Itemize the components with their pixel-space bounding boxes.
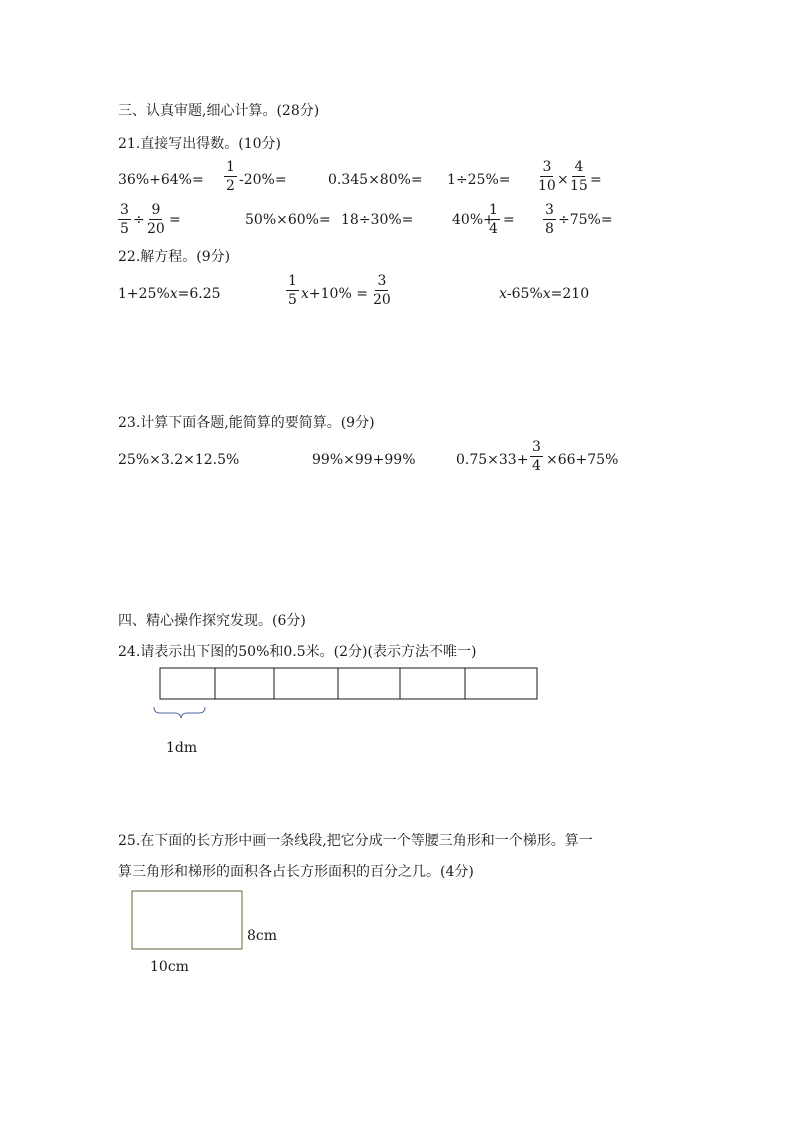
unit-label: 1dm xyxy=(166,740,198,756)
numerator: 3 xyxy=(542,159,552,175)
eq3-variable-2: x xyxy=(542,286,551,302)
q21-expr-2-tail: -20%= xyxy=(239,172,287,188)
q21-row2-expr-4-head: 40%+ xyxy=(452,212,495,228)
eq3-variable-1: x xyxy=(499,286,507,302)
q21-expr-3: 0.345×80%= xyxy=(328,172,423,188)
q21-expr-5-operator: × xyxy=(557,172,569,188)
q21-expr-4: 1÷25%= xyxy=(447,172,511,188)
numerator: 3 xyxy=(532,439,541,455)
section3-title: 三、认真审题,细心计算。(28分) xyxy=(118,103,320,119)
q25-line-1: 25.在下面的长方形中画一条线段,把它分成一个等腰三角形和一个梯形。算一 xyxy=(118,833,593,849)
numerator: 3 xyxy=(545,202,554,218)
numerator: 1 xyxy=(288,273,297,289)
q21-row2-expr-5-tail: ÷75%= xyxy=(558,212,613,228)
numerator: 4 xyxy=(574,159,584,175)
denominator: 5 xyxy=(288,292,297,308)
q21-row2-expr-1-operator: ÷ xyxy=(133,212,145,228)
denominator: 4 xyxy=(489,221,498,237)
q23-expr-3-head: 0.75×33+ xyxy=(456,452,529,468)
numerator: 3 xyxy=(377,273,387,289)
denominator: 15 xyxy=(570,178,588,194)
denominator: 8 xyxy=(545,221,554,237)
q23-expr-1: 25%×3.2×12.5% xyxy=(118,452,240,468)
eq2-mid: +10% = xyxy=(308,286,368,302)
numerator: 9 xyxy=(151,202,161,218)
eq1-head: 1+25% xyxy=(118,286,170,302)
q21-row2-expr-1-tail: = xyxy=(169,212,181,228)
q24-title: 24.请表示出下图的50%和0.5米。(2分)(表示方法不唯一) xyxy=(118,644,477,660)
denominator: 2 xyxy=(226,178,235,194)
eq3-mid: -65% xyxy=(506,286,543,302)
eq3-tail: =210 xyxy=(550,286,590,302)
q22-title: 22.解方程。(9分) xyxy=(118,249,231,265)
q21-expr-1: 36%+64%= xyxy=(118,172,204,188)
denominator: 20 xyxy=(373,292,391,308)
numerator: 1 xyxy=(226,159,235,175)
denominator: 20 xyxy=(147,221,165,237)
q25-line-2: 算三角形和梯形的面积各占长方形面积的百分之几。(4分) xyxy=(118,864,474,880)
numerator: 1 xyxy=(489,202,498,218)
q23-expr-3-tail: ×66+75% xyxy=(546,452,619,468)
q25-rectangle xyxy=(132,891,242,949)
rect-width-label: 10cm xyxy=(150,959,189,975)
q21-expr-5-tail: = xyxy=(590,172,602,188)
denominator: 10 xyxy=(538,178,556,194)
eq2-variable: x xyxy=(301,286,309,302)
q23-expr-2: 99%×99+99% xyxy=(312,452,416,468)
rect-height-label: 8cm xyxy=(247,928,278,944)
q23-title: 23.计算下面各题,能简算的要简算。(9分) xyxy=(118,415,375,431)
unit-brace xyxy=(154,707,205,718)
q21-row2-expr-4-tail: = xyxy=(503,212,515,228)
q21-title: 21.直接写出得数。(10分) xyxy=(118,136,282,152)
numerator: 3 xyxy=(120,202,129,218)
section4-title: 四、精心操作探究发现。(6分) xyxy=(118,613,306,629)
segmented-bar xyxy=(160,668,537,699)
q21-row2-expr-3: 18÷30%= xyxy=(341,212,414,228)
q21-row2-expr-2: 50%×60%= xyxy=(245,212,331,228)
eq1-variable: x xyxy=(169,286,178,302)
eq1-tail: =6.25 xyxy=(177,286,221,302)
denominator: 5 xyxy=(120,221,129,237)
denominator: 4 xyxy=(532,458,541,474)
